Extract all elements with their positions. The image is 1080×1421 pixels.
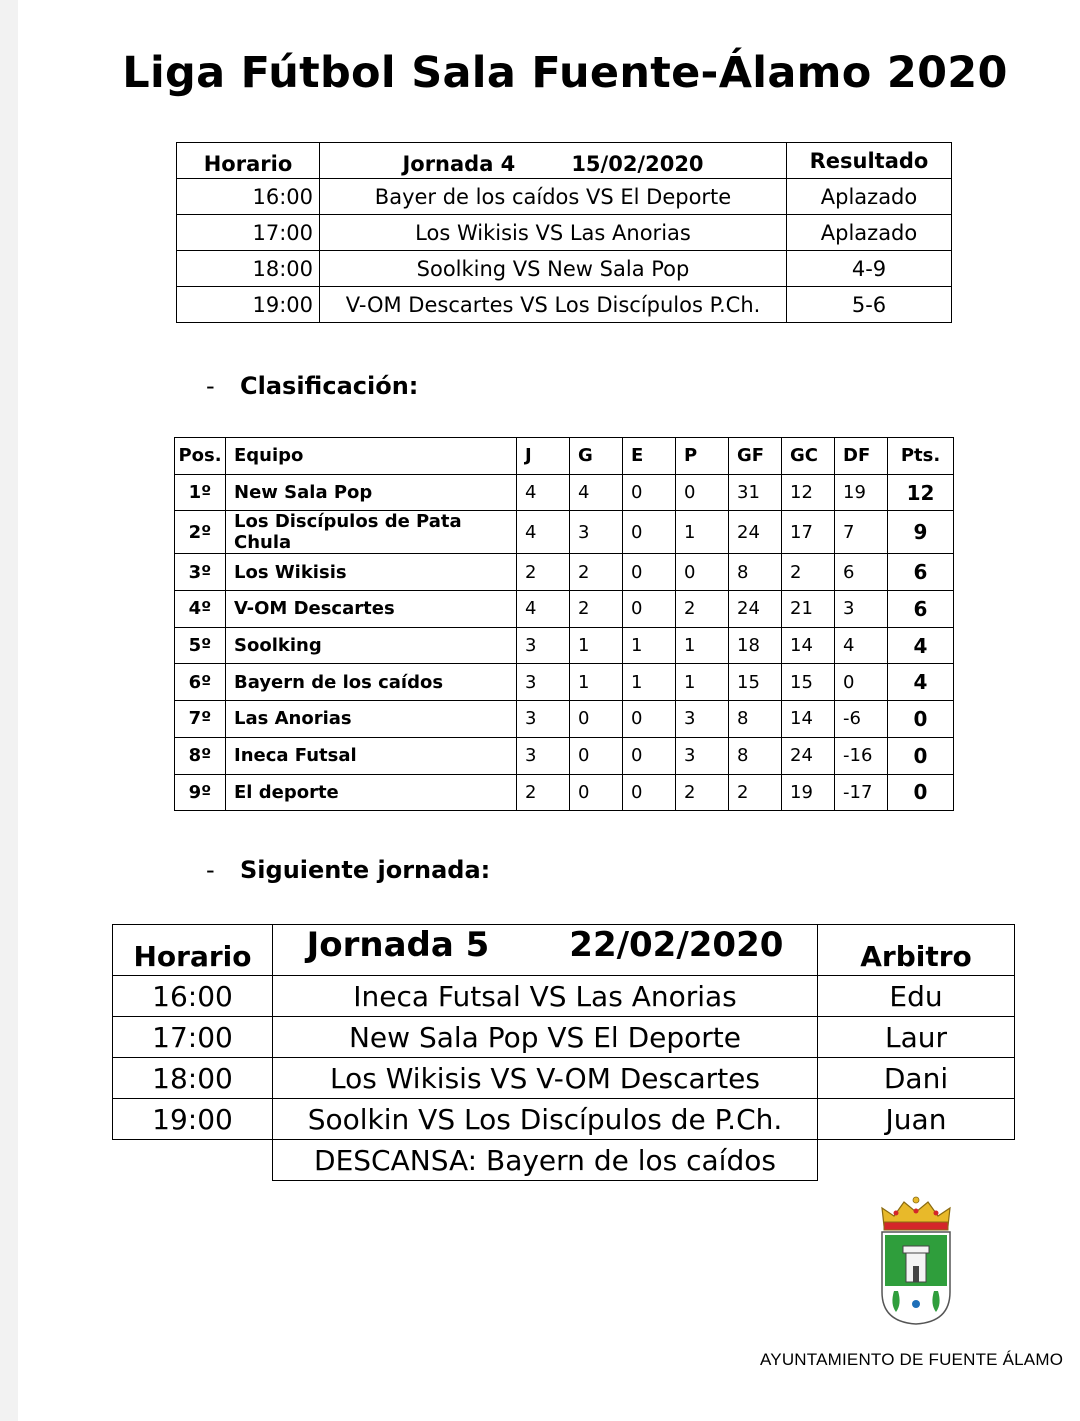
stat-cell: 0 [570,737,623,774]
stat-cell: 3 [517,664,570,701]
header-jornada [273,925,818,976]
points-cell: 6 [888,591,954,628]
match-time: 18:00 [113,1058,273,1099]
match-result: Aplazado [787,215,952,251]
stat-cell: 2 [676,774,729,811]
points-cell: 12 [888,474,954,511]
stat-cell: 0 [676,474,729,511]
stat-cell: 2 [517,774,570,811]
descansa-row [113,1140,1015,1181]
stat-cell: 0 [623,511,676,554]
table-row [177,179,952,215]
points-cell: 6 [888,554,954,591]
column-header: J [517,438,570,475]
position-cell: 2º [175,511,226,554]
table-row [175,591,954,628]
match-referee: Laur [818,1017,1015,1058]
match-time: 19:00 [177,287,320,323]
team-cell: Las Anorias [226,701,517,738]
stat-cell: 3 [676,701,729,738]
stat-cell: 12 [782,474,835,511]
stat-cell: 2 [676,591,729,628]
table-row [177,215,952,251]
header-horario: Horario [177,143,320,179]
stat-cell: 3 [517,737,570,774]
stat-cell: 1 [676,511,729,554]
table-row [175,664,954,701]
column-header: E [623,438,676,475]
stat-cell: 1 [676,664,729,701]
team-cell: Soolking [226,627,517,664]
stat-cell: 1 [570,627,623,664]
stat-cell: 0 [623,591,676,628]
stat-cell: 8 [729,737,782,774]
stat-cell: 0 [623,737,676,774]
header-resultado: Resultado [787,143,952,179]
stat-cell: 1 [623,664,676,701]
stat-cell: 3 [835,591,888,628]
siguiente-title: Siguiente jornada: [240,856,491,884]
stat-cell: 4 [835,627,888,664]
table-row [175,627,954,664]
stat-cell: 17 [782,511,835,554]
points-cell: 0 [888,737,954,774]
jornada-5-table [112,924,1015,1181]
team-cell: El deporte [226,774,517,811]
position-cell: 1º [175,474,226,511]
stat-cell: -16 [835,737,888,774]
position-cell: 3º [175,554,226,591]
match-time: 18:00 [177,251,320,287]
stat-cell: 3 [517,701,570,738]
table-header-row [177,143,952,179]
table-row [175,511,954,554]
position-cell: 6º [175,664,226,701]
position-cell: 9º [175,774,226,811]
match-time: 17:00 [113,1017,273,1058]
stat-cell: 24 [729,591,782,628]
column-header: GF [729,438,782,475]
points-cell: 0 [888,774,954,811]
stat-cell: 6 [835,554,888,591]
match-time: 16:00 [113,976,273,1017]
match-name: Soolkin VS Los Discípulos de P.Ch. [273,1099,818,1140]
stat-cell: 2 [570,554,623,591]
stat-cell: 4 [517,591,570,628]
clasificacion-heading [206,372,418,400]
match-name: Ineca Futsal VS Las Anorias [273,976,818,1017]
match-time: 16:00 [177,179,320,215]
bullet-dash: - [206,856,215,884]
bullet-dash: - [206,372,215,400]
position-cell: 5º [175,627,226,664]
jornada-label: Jornada 4 [402,151,516,176]
stat-cell: 4 [570,474,623,511]
stat-cell: 24 [729,511,782,554]
jornada-date: 15/02/2020 [571,151,704,176]
points-cell: 4 [888,664,954,701]
table-row [175,474,954,511]
team-cell: Ineca Futsal [226,737,517,774]
standings-body [175,438,954,811]
match-result: 4-9 [787,251,952,287]
clasificacion-title: Clasificación: [240,372,419,400]
column-header: Pts. [888,438,954,475]
points-cell: 0 [888,701,954,738]
stat-cell: 0 [570,774,623,811]
stat-cell: 1 [676,627,729,664]
match-result: 5-6 [787,287,952,323]
match-name: Los Wikisis VS Las Anorias [320,215,787,251]
column-header: G [570,438,623,475]
stat-cell: 0 [570,701,623,738]
header-jornada [320,143,787,179]
stat-cell: 0 [623,774,676,811]
position-cell: 8º [175,737,226,774]
table-row [175,554,954,591]
coat-of-arms-icon [876,1196,956,1326]
match-name: Bayer de los caídos VS El Deporte [320,179,787,215]
match-referee: Edu [818,976,1015,1017]
team-cell: Bayern de los caídos [226,664,517,701]
stat-cell: 4 [517,511,570,554]
stat-cell: 2 [517,554,570,591]
page-title: Liga Fútbol Sala Fuente-Álamo 2020 [122,48,1008,98]
table-row [113,1099,1015,1140]
column-header: GC [782,438,835,475]
stat-cell: 8 [729,554,782,591]
points-cell: 9 [888,511,954,554]
position-cell: 7º [175,701,226,738]
jornada-4-table [176,142,952,323]
table-row [177,287,952,323]
team-cell: New Sala Pop [226,474,517,511]
header-arbitro: Arbitro [818,925,1015,976]
header-horario: Horario [113,925,273,976]
stat-cell: 1 [623,627,676,664]
stat-cell: 2 [729,774,782,811]
points-cell: 4 [888,627,954,664]
page-margin-strip [0,0,18,1421]
stat-cell: 0 [623,554,676,591]
stat-cell: 0 [676,554,729,591]
stat-cell: 15 [729,664,782,701]
team-cell: V-OM Descartes [226,591,517,628]
stat-cell: 19 [782,774,835,811]
standings-table [174,437,954,811]
descansa-team: DESCANSA: Bayern de los caídos [273,1140,818,1181]
stat-cell: 2 [782,554,835,591]
table-header-row [175,438,954,475]
team-cell: Los Discípulos de Pata Chula [226,511,517,554]
stat-cell: 0 [623,474,676,511]
stat-cell: 0 [623,701,676,738]
stat-cell: 2 [570,591,623,628]
table-row [175,774,954,811]
stat-cell: 19 [835,474,888,511]
stat-cell: 15 [782,664,835,701]
table-header-row [113,925,1015,976]
match-result: Aplazado [787,179,952,215]
stat-cell: 31 [729,474,782,511]
stat-cell: 0 [835,664,888,701]
jornada-label: Jornada 5 [306,925,490,965]
stat-cell: 3 [517,627,570,664]
stat-cell: 3 [570,511,623,554]
column-header: DF [835,438,888,475]
siguiente-heading [206,856,490,884]
match-name: Los Wikisis VS V-OM Descartes [273,1058,818,1099]
table-row [177,251,952,287]
table-row [113,976,1015,1017]
column-header: Equipo [226,438,517,475]
stat-cell: 24 [782,737,835,774]
footer-text: AYUNTAMIENTO DE FUENTE ÁLAMO [760,1350,1064,1369]
stat-cell: 4 [517,474,570,511]
stat-cell: 1 [570,664,623,701]
match-referee: Juan [818,1099,1015,1140]
position-cell: 4º [175,591,226,628]
team-cell: Los Wikisis [226,554,517,591]
table-row [113,1017,1015,1058]
stat-cell: 8 [729,701,782,738]
column-header: P [676,438,729,475]
jornada-date: 22/02/2020 [569,925,784,965]
stat-cell: 3 [676,737,729,774]
match-time: 19:00 [113,1099,273,1140]
table-row [175,701,954,738]
stat-cell: 14 [782,627,835,664]
stat-cell: 21 [782,591,835,628]
stat-cell: -6 [835,701,888,738]
match-name: Soolking VS New Sala Pop [320,251,787,287]
column-header: Pos. [175,438,226,475]
match-referee: Dani [818,1058,1015,1099]
match-name: V-OM Descartes VS Los Discípulos P.Ch. [320,287,787,323]
stat-cell: 7 [835,511,888,554]
stat-cell: 14 [782,701,835,738]
table-row [113,1058,1015,1099]
stat-cell: 18 [729,627,782,664]
table-row [175,737,954,774]
stat-cell: -17 [835,774,888,811]
match-time: 17:00 [177,215,320,251]
match-name: New Sala Pop VS El Deporte [273,1017,818,1058]
